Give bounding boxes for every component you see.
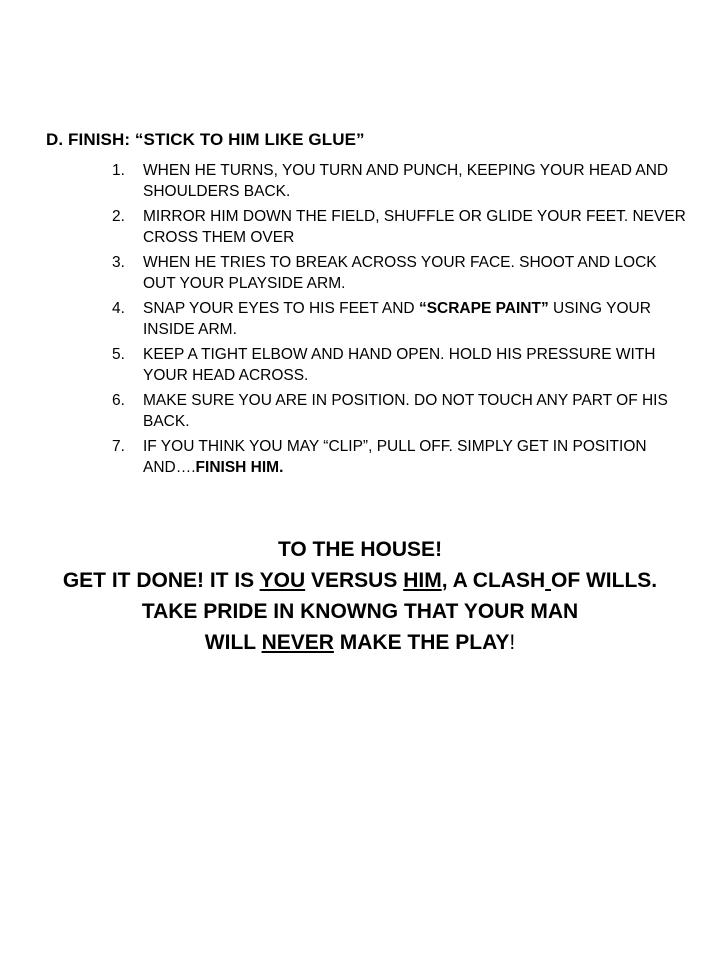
list-item-text: MAKE SURE YOU ARE IN POSITION. DO NOT TOUCH ANY PART OF HIS BACK.: [143, 392, 668, 430]
section-heading: D. FINISH: “STICK TO HIM LIKE GLUE”: [46, 130, 365, 149]
closing-text-part: WILL: [204, 631, 262, 654]
list-item: [112, 298, 692, 340]
closing-line-2: [0, 565, 720, 596]
list-item-text: [143, 300, 651, 338]
list-item-number: 6.: [112, 392, 125, 409]
list-item-number: 3.: [112, 254, 125, 271]
list-item: [112, 344, 692, 386]
list-item-text-part: SNAP YOUR EYES TO HIS FEET AND: [143, 300, 419, 317]
scrape-paint-emphasis: “SCRAPE PAINT”: [418, 300, 549, 317]
list-item-number: 4.: [112, 300, 125, 317]
list-item-number: 1.: [112, 162, 125, 179]
list-item-text: WHEN HE TRIES TO BREAK ACROSS YOUR FACE. SHOOT AND LOCK OUT YOUR PLAYSIDE ARM.: [143, 254, 657, 292]
closing-line-3: TAKE PRIDE IN KNOWNG THAT YOUR MAN: [141, 600, 579, 623]
closing-statement: [0, 534, 720, 658]
list-item: [112, 252, 692, 294]
closing-text-part: , A CLASH: [441, 569, 546, 592]
closing-exclamation: !: [509, 631, 516, 654]
closing-text-part: MAKE THE PLAY: [333, 631, 510, 654]
list-item-text: MIRROR HIM DOWN THE FIELD, SHUFFLE OR GLIDE YOUR FEET. NEVER CROSS THEM OVER: [143, 208, 686, 246]
underlined-never: NEVER: [261, 631, 334, 654]
list-item-text: KEEP A TIGHT ELBOW AND HAND OPEN. HOLD HIS PRESSURE WITH YOUR HEAD ACROSS.: [143, 346, 656, 384]
list-item-text-part: USING YOUR INSIDE ARM.: [143, 300, 651, 338]
list-item-number: 7.: [112, 438, 125, 455]
finish-him-emphasis: FINISH HIM.: [195, 459, 284, 476]
list-item: [112, 206, 692, 248]
technique-list: [112, 160, 692, 482]
closing-line-1: TO THE HOUSE!: [277, 538, 443, 561]
list-item: [112, 436, 692, 478]
closing-text-part: OF WILLS.: [550, 569, 658, 592]
closing-line-4: [0, 627, 720, 658]
list-item: [112, 390, 692, 432]
list-item-text-part: IF YOU THINK YOU MAY “CLIP”, PULL OFF. SIMPLY GET IN POSITION AND….: [143, 438, 647, 476]
closing-text-part: VERSUS: [305, 569, 404, 592]
list-item-text: WHEN HE TURNS, YOU TURN AND PUNCH, KEEPING YOUR HEAD AND SHOULDERS BACK.: [143, 162, 669, 200]
list-item-number: 2.: [112, 208, 125, 225]
list-item-text: [143, 438, 647, 476]
list-item: [112, 160, 692, 202]
list-item-number: 5.: [112, 346, 125, 363]
underlined-you: YOU: [259, 569, 306, 592]
closing-text-part: GET IT DONE! IT IS: [62, 569, 260, 592]
underlined-him: HIM: [403, 569, 442, 592]
